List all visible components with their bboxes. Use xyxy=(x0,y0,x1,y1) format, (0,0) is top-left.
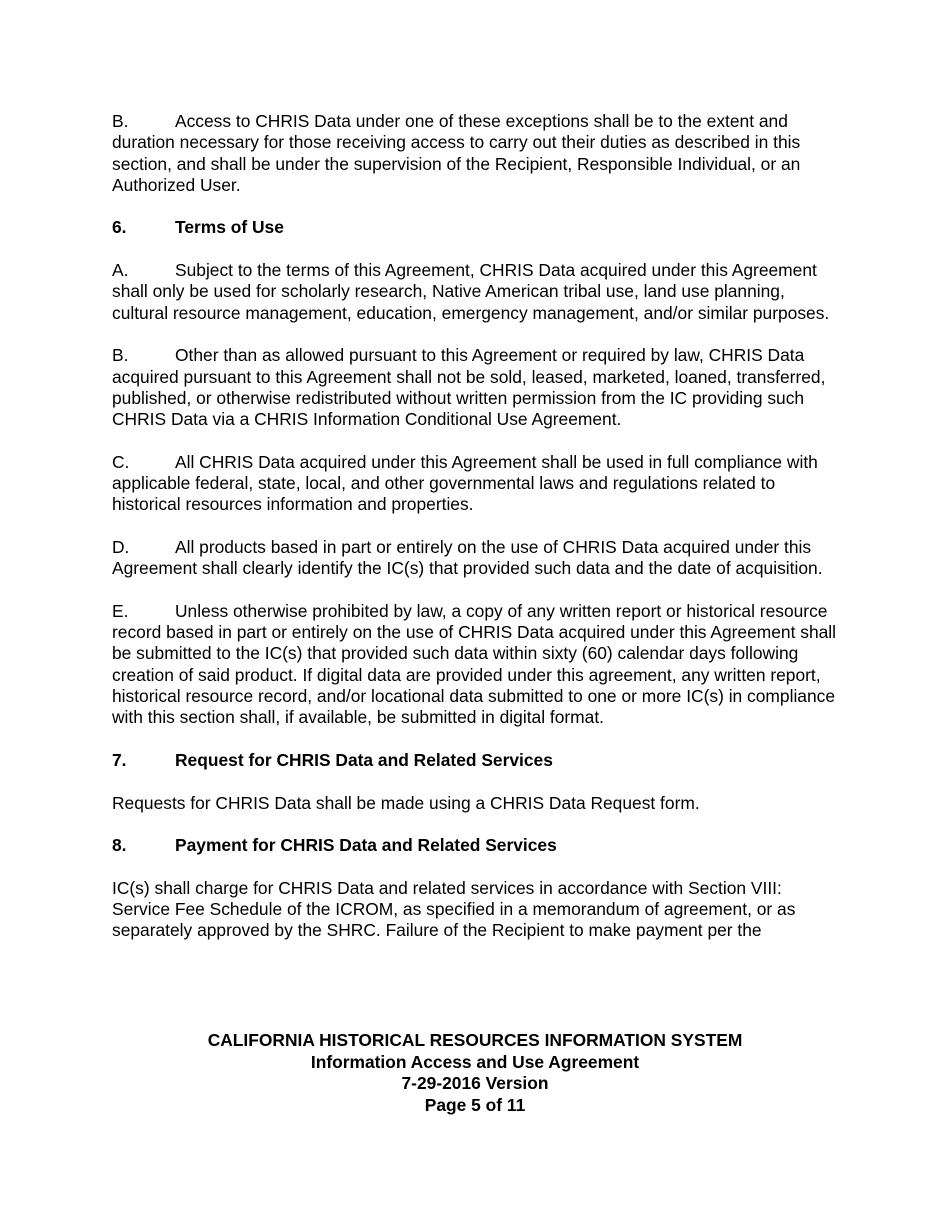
footer-version: 7-29-2016 Version xyxy=(401,1073,549,1094)
section-number: 8. xyxy=(112,835,127,856)
paragraph-label: B. xyxy=(112,345,129,366)
section-heading-8 xyxy=(112,835,842,856)
section-title: Terms of Use xyxy=(175,217,284,238)
paragraph-6e xyxy=(112,601,842,729)
paragraph-6d xyxy=(112,537,842,580)
paragraph-7: Requests for CHRIS Data shall be made using a CHRIS Data Request form. xyxy=(112,792,700,813)
paragraph-6c xyxy=(112,452,842,516)
section-heading-7 xyxy=(112,750,842,771)
paragraph-8: IC(s) shall charge for CHRIS Data and related services in accordance with Section VIII: Service Fee Schedule of the ICROM, as specified in a memorandum of agreement, or as separately approved by the SHRC. Failure of the Recipient to make payment per the xyxy=(112,877,796,941)
paragraph-6a xyxy=(112,260,842,324)
section-number: 7. xyxy=(112,749,127,770)
paragraph-text: Other than as allowed pursuant to this Agreement or required by law, CHRIS Data acquired pursuant to this Agreement shall not be sold, leased, marketed, loaned, transferred, published, or otherwise redistributed without written permission from the IC providing such CHRIS Data via a CHRIS Information Conditional Use Agreement. xyxy=(112,345,826,430)
paragraph-label: D. xyxy=(112,536,130,557)
paragraph-text: Access to CHRIS Data under one of these exceptions shall be to the extent and duration necessary for those receiving access to carry out their duties as described in this section, and shall be under the supervision of the Recipient, Responsible Individual, or an Authorized User. xyxy=(112,111,801,195)
footer-system-name: CALIFORNIA HISTORICAL RESOURCES INFORMATION SYSTEM xyxy=(207,1030,743,1050)
section-title: Request for CHRIS Data and Related Services xyxy=(175,749,553,770)
paragraph-text: Subject to the terms of this Agreement, CHRIS Data acquired under this Agreement shall only be used for scholarly research, Native American tribal use, land use planning, cultural resource management, education, emergency management, and/or similar purposes. xyxy=(112,260,830,323)
paragraph-6b xyxy=(112,345,842,430)
paragraph-label: E. xyxy=(112,600,129,621)
footer-page-number: Page 5 of 11 xyxy=(424,1094,526,1115)
paragraph-label: A. xyxy=(112,260,129,281)
paragraph-5b xyxy=(112,111,842,196)
paragraph-label: C. xyxy=(112,451,130,472)
paragraph-text: All CHRIS Data acquired under this Agreement shall be used in full compliance with applicable federal, state, local, and other governmental laws and regulations related to historical resources information and properties. xyxy=(112,451,818,515)
section-number: 6. xyxy=(112,217,127,238)
paragraph-text: Unless otherwise prohibited by law, a copy of any written report or historical resource record based in part or entirely on the use of CHRIS Data acquired under this Agreement shall be submitted to the IC(s) that provided such data within sixty (60) calendar days following creation of said product. If digital data are provided under this agreement, any written report, historical resource record, and/or locational data submitted to one or more IC(s) in compliance with this section shall, if available, be submitted in digital format. xyxy=(112,600,837,728)
paragraph-label: B. xyxy=(112,111,129,131)
footer-document-title: Information Access and Use Agreement xyxy=(310,1051,640,1072)
section-title: Payment for CHRIS Data and Related Services xyxy=(175,835,557,856)
page-footer xyxy=(0,1030,950,1116)
document-body xyxy=(112,111,842,963)
paragraph-text: All products based in part or entirely on the use of CHRIS Data acquired under this Agreement shall clearly identify the IC(s) that provided such data and the date of acquisition. xyxy=(112,536,823,579)
section-heading-6 xyxy=(112,217,842,238)
